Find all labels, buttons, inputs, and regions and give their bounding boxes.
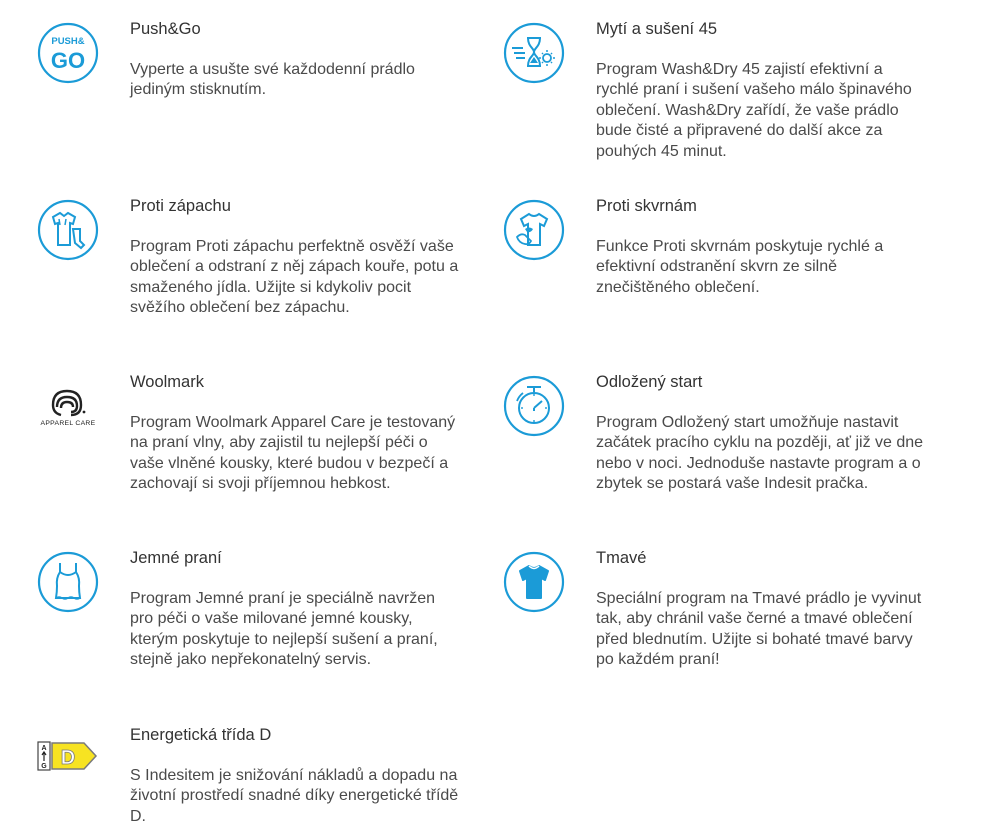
- feature-title: Proti skvrnám: [596, 197, 697, 215]
- push-and-go-icon: [37, 22, 99, 84]
- delay-start-clock-icon: [503, 375, 565, 437]
- wash-dry-hourglass-icon: [503, 22, 565, 84]
- feature-title: Woolmark: [130, 373, 204, 391]
- feature-description: Program Jemné praní je speciálně navržen pro péči o vaše milované jemné kousky, kterým poskytuje to nejlepší sušení a praní, stejně jako nepřekonatelný servis.: [130, 590, 438, 669]
- feature-title: Mytí a sušení 45: [596, 20, 718, 38]
- woolmark-logo-icon: [37, 375, 99, 437]
- apparel-care-caption: APPAREL CARE: [40, 420, 96, 427]
- gentle-wash-top-icon: [37, 551, 99, 613]
- feature-title: Tmavé: [596, 549, 647, 567]
- feature-description: Vyperte a usušte své každodenní prádlo jediným stisknutím.: [130, 61, 415, 99]
- push-go-icon-text: PUSH&: [51, 36, 85, 47]
- stain-shirt-icon: [503, 199, 565, 261]
- feature-description: S Indesitem je snižování nákladů a dopadu na životní prostředí snadné díky energetické třídě D.: [130, 767, 459, 825]
- energy-letter: D: [60, 747, 76, 769]
- feature-title: Odložený start: [596, 373, 703, 391]
- feature-description: Program Wash&Dry 45 zajistí efektivní a rychlé praní i sušení vašeho málo špinavého oblečení. Wash&Dry zařídí, že vaše prádlo bude čisté a připravené do další akce za pouhých 45 minut.: [596, 61, 912, 160]
- feature-description: Funkce Proti skvrnám poskytuje rychlé a efektivní odstranění skvrn ze silně znečištěného oblečení.: [596, 238, 884, 296]
- feature-description: Speciální program na Tmavé prádlo je vyvinut tak, aby chránil vaše černé a tmavé oblečení před blednutím. Užijte si bohaté tmavé barvy po každém praní!: [596, 590, 922, 669]
- feature-title: Energetická třída D: [130, 726, 272, 744]
- energy-scale-bottom: G: [41, 763, 47, 770]
- feature-title: Push&Go: [130, 20, 201, 38]
- energy-class-d-icon: [37, 728, 99, 790]
- feature-title: Jemné praní: [130, 549, 222, 567]
- feature-description: Program Woolmark Apparel Care je testovaný na praní vlny, aby zajistil tu nejlepší péči o vaše vlněné kousky, které budou v bezpečí a zachovají si svoji příjemnou hebkost.: [130, 414, 456, 493]
- feature-description: Program Odložený start umožňuje nastavit začátek pracího cyklu na později, ať již ve dne nebo v noci. Jednoduše nastavte program a o zbytek se postará vaše Indesit pračka.: [596, 414, 924, 493]
- feature-description: Program Proti zápachu perfektně osvěží vaše oblečení a odstraní z něj zápach kouře, potu a smaženého jídla. Užijte si kdykoliv pocit svěžího oblečení bez zápachu.: [130, 238, 459, 317]
- energy-scale-top: A: [41, 745, 47, 752]
- go-icon-text: GO: [50, 48, 86, 73]
- feature-title: Proti zápachu: [130, 197, 231, 215]
- dark-shirt-icon: [503, 551, 565, 613]
- anti-odor-clothes-icon: [37, 199, 99, 261]
